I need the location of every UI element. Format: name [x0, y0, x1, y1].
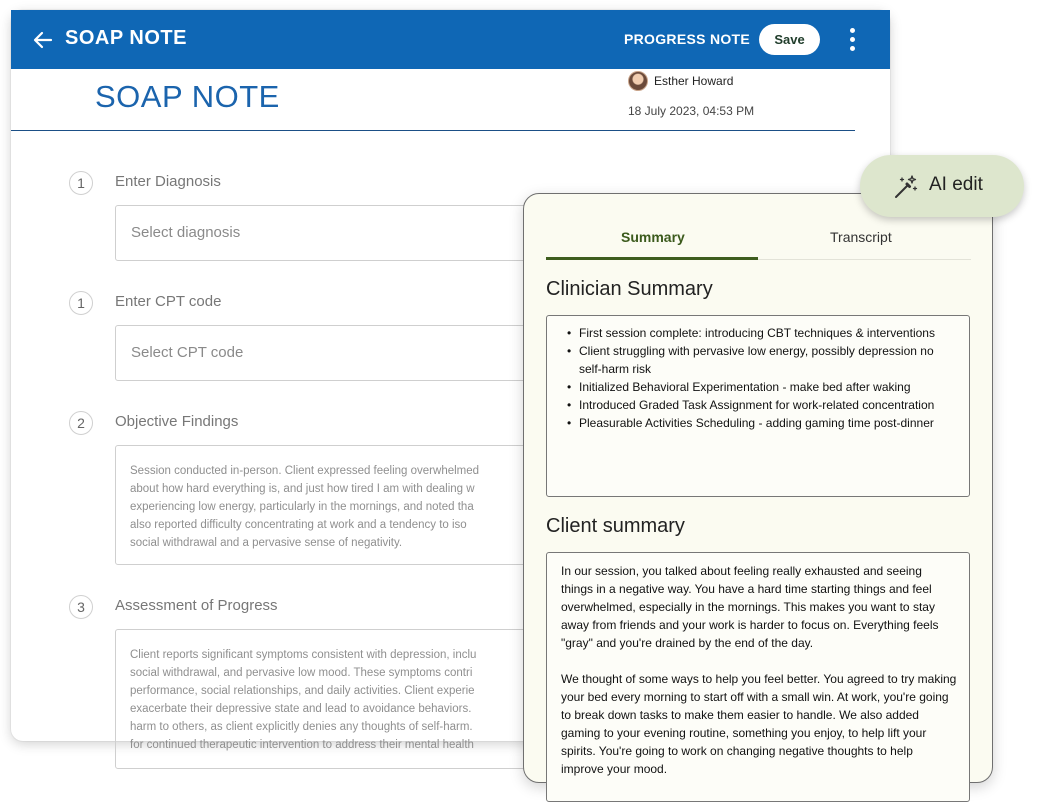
- list-item: • Initialized Behavioral Experimentation - make bed after waking: [565, 378, 955, 396]
- client-summary-text: In our session, you talked about feeling really exhausted and seeing things in a negative way. You have a hard time starting things and feel overwhelmed, especially in the mornings. This makes you want to stay away from friends and your work is harder to focus on. Everything feels "gray" and you're drained by the end of the day. We thought of some ways to help you feel better. You agreed to try making your bed every morning to start off with a small win. At work, you're going to break down tasks to make them easier to handle. We also added gaming to your evening routine, something you enjoy, to help lift your spirits. You're going to work on changing negative thoughts to help improve your mood.: [561, 564, 957, 776]
- cpt-code-label: Enter CPT code: [115, 293, 222, 310]
- arrow-left-icon[interactable]: [31, 28, 55, 52]
- app-bar: [11, 10, 890, 69]
- save-button[interactable]: Save: [759, 24, 820, 55]
- ai-edit-label: AI edit: [929, 174, 983, 195]
- avatar: [628, 71, 648, 91]
- app-title: SOAP NOTE: [65, 27, 187, 49]
- magic-wand-icon: [893, 174, 919, 200]
- objective-findings-label: Objective Findings: [115, 413, 239, 430]
- tab-summary[interactable]: Summary: [621, 229, 685, 245]
- list-item: • Client struggling with pervasive low energy, possibly depression no self-harm risk: [565, 342, 955, 378]
- page-title: SOAP NOTE: [95, 79, 280, 114]
- clinician-summary-heading: Clinician Summary: [546, 278, 713, 300]
- more-vertical-icon[interactable]: [845, 26, 859, 54]
- author-info: [628, 71, 733, 91]
- list-item: • Introduced Graded Task Assignment for work-related concentration: [565, 396, 955, 414]
- header-divider: [11, 130, 855, 131]
- step-number: 1: [69, 291, 93, 315]
- note-timestamp: 18 July 2023, 04:53 PM: [628, 104, 755, 118]
- clinician-summary-box: [546, 315, 970, 497]
- list-item: • First session complete: introducing CBT techniques & interventions: [565, 324, 955, 342]
- panel-tabs: [546, 220, 971, 260]
- clinician-bullet-list: [547, 316, 969, 440]
- author-name: Esther Howard: [654, 74, 734, 88]
- active-tab-indicator: [546, 257, 758, 260]
- ai-edit-button[interactable]: [860, 155, 1024, 217]
- client-summary-box: [546, 552, 970, 802]
- diagnosis-select[interactable]: Select diagnosis: [115, 205, 835, 261]
- objective-findings-textarea[interactable]: Session conducted in-person. Client expressed feeling overwhelmed about how hard everything is, and just how tired I am with dealing w experiencing low energy, particularly in the mornings, and noted tha also reported difficulty concentrating at work and a tendency to iso social withdrawal and a pervasive sense of negativity.: [115, 445, 835, 565]
- diagnosis-label: Enter Diagnosis: [115, 173, 221, 190]
- step-number: 3: [69, 595, 93, 619]
- ai-summary-panel: [523, 193, 993, 783]
- progress-note-link[interactable]: PROGRESS NOTE: [624, 31, 751, 47]
- step-number: 1: [69, 171, 93, 195]
- cpt-code-select[interactable]: Select CPT code: [115, 325, 835, 381]
- list-item: • Pleasurable Activities Scheduling - adding gaming time post-dinner: [565, 414, 955, 432]
- assessment-textarea[interactable]: Client reports significant symptoms consistent with depression, inclu social withdrawal, and pervasive low mood. These symptoms contri performance, social relationships, and daily activities. Client experie exacerbate their depressive state and lead to avoidance behaviors. harm to others, as client explicitly denies any thoughts of self-harm. for continued therapeutic intervention to address their mental health: [115, 629, 835, 769]
- assessment-label: Assessment of Progress: [115, 597, 278, 614]
- step-number: 2: [69, 411, 93, 435]
- client-summary-heading: Client summary: [546, 515, 685, 537]
- tab-transcript[interactable]: Transcript: [830, 229, 892, 245]
